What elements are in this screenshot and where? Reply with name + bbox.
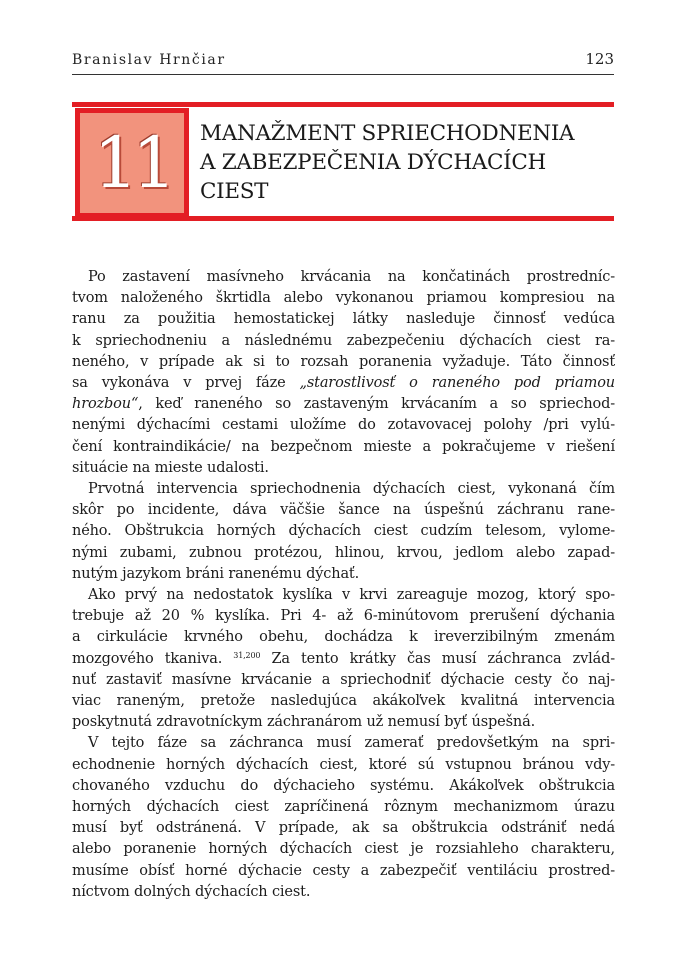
text-line: ného. Obštrukcia horných dýchacích ciest cudzím telesom, vylome- <box>72 523 615 540</box>
chapter-title <box>200 119 620 206</box>
text-line: tvom naloženého škrtidla alebo vykonanou priamou kompresiou na <box>72 290 615 307</box>
chapter-title-line: A ZABEZPEČENIA DÝCHACÍCH <box>200 150 546 175</box>
author-name: Branislav Hrnčiar <box>72 52 226 68</box>
text-line: mozgového tkaniva. $^{31,200}$ Za tento krátky čas musí záchranca zvlád- <box>72 650 615 667</box>
italic-quote: hrozbou“ <box>72 396 139 413</box>
chapter-title-line: CIEST <box>200 179 269 204</box>
text-line: hrozbou“, keď raneného so zastaveným krvácaním a so spriechod- <box>72 396 615 413</box>
header-rule <box>72 74 614 75</box>
text-line: V tejto fáze sa záchranca musí zamerať predovšetkým na spri- <box>88 735 615 752</box>
chapter-top-rule <box>72 102 614 107</box>
paragraph <box>72 479 615 585</box>
running-header <box>72 52 614 72</box>
text-line: musíme obísť horné dýchacie cesty a zabezpečiť ventiláciu prostred- <box>72 862 615 879</box>
paragraph <box>72 585 615 733</box>
text-line: Po zastavení masívneho krvácania na končatinách prostredníc- <box>88 269 615 285</box>
text-line: echodnenie horných dýchacích ciest, ktoré sú vstupnou bránou vdy- <box>72 756 615 773</box>
text-line: situácie na mieste udalosti. <box>72 459 269 476</box>
text-line: viac raneným, pretože nasledujúca akákoľvek kvalitná intervencia <box>72 693 615 710</box>
text-line: a cirkulácie krvného obehu, dochádza k ireverzibilným zmenám <box>72 629 615 646</box>
text-line: horných dýchacích ciest zapríčinená rôznym mechanizmom úrazu <box>72 799 615 816</box>
paragraph <box>72 733 615 903</box>
chapter-number-box <box>75 108 189 218</box>
text-line: Ako prvý na nedostatok kyslíka v krvi zareaguje mozog, ktorý spo- <box>88 587 615 604</box>
text-line: chovaného vzduchu do dýchacieho systému. Akákoľvek obštrukcia <box>72 777 615 794</box>
text-line: neného, v prípade ak si to rozsah poranenia vyžaduje. Táto činnosť <box>72 353 615 370</box>
text-line: poskytnutá zdravotníckym záchranárom už nemusí byť úspešná. <box>72 714 536 731</box>
chapter-title-line: MANAŽMENT SPRIECHODNENIA <box>200 121 575 146</box>
text-line: nuť zastaviť masívne krvácanie a spriechodniť dýchacie cesty čo naj- <box>72 671 615 688</box>
text-line: trebuje až 20 % kyslíka. Pri 4- až 6-minútovom prerušení dýchania <box>72 608 615 625</box>
italic-quote: „starostlivosť o raneného pod priamou <box>299 375 615 392</box>
text-line: alebo poranenie horných dýchacích ciest je rozsiahleho charakteru, <box>72 841 615 858</box>
text-line: níctvom dolných dýchacích ciest. <box>72 883 311 900</box>
body-text <box>72 267 615 903</box>
text-line: nutým jazykom bráni ranenému dýchať. <box>72 565 360 582</box>
chapter-bottom-rule <box>72 216 614 221</box>
text-line: skôr po incidente, dáva väčšie šance na úspešnú záchranu rane- <box>72 502 615 519</box>
text-line: ranu za použitia hemostatickej látky nasleduje činnosť vedúca <box>72 311 615 328</box>
text-line: čení kontraindikácie/ na bezpečnom mieste a pokračujeme v riešení <box>72 438 615 455</box>
text-line: musí byť odstránená. V prípade, ak sa obštrukcia odstrániť nedá <box>72 820 615 837</box>
chapter-number: 11 <box>93 122 171 204</box>
paragraph <box>72 267 615 479</box>
text-line: nenými dýchacími cestami uložíme do zotavovacej polohy /pri vylú- <box>72 417 615 434</box>
chapter-heading <box>72 102 614 224</box>
text-line: nými zubami, zubnou protézou, hlinou, krvou, jedlom alebo zapad- <box>72 544 615 561</box>
text-line: k spriechodneniu a následnému zabezpečeniu dýchacích ciest ra- <box>72 332 615 349</box>
citation-ref: 31,200 <box>233 650 261 660</box>
page-number: 123 <box>585 50 614 68</box>
text-line: sa vykonáva v prvej fáze „starostlivosť o raneného pod priamou <box>72 375 615 392</box>
text-line: Prvotná intervencia spriechodnenia dýchacích ciest, vykonaná čím <box>88 481 615 498</box>
